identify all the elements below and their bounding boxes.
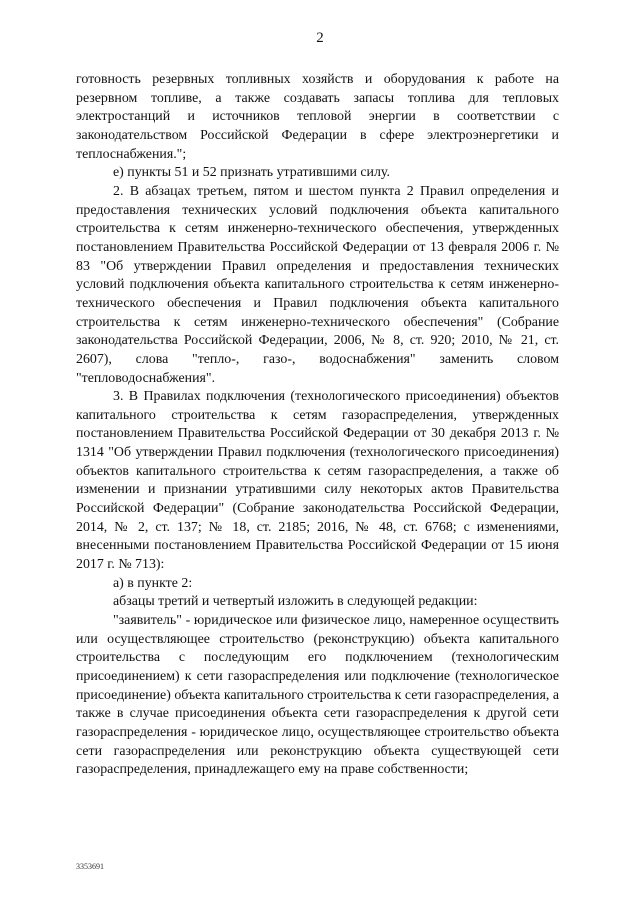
paragraph-instruction: абзацы третий и четвертый изложить в следующей редакции:	[113, 594, 478, 610]
paragraph-point-2: 2. В абзацах третьем, пятом и шестом пункта 2 Правил определения и предоставления технических условий подключения объекта капитального строительства к сетям инженерно-технического обеспечения, утвержденных постановлением Правительства Российской Федерации от 13 февраля 2006 г. № 83 "Об утверждении Правил определения и предоставления технических условий подключения объекта капитального строительства к сетям инженерно-технического обеспечения и Правил подключения объекта капитального строительства к сетям инженерно-технического обеспечения" (Собрание законодательства Российской Федерации, 2006, № 8, ст. 920; 2010, № 21, ст. 2607), слова "тепло-, газо-, водоснабжения" заменить словом "тепловодоснабжения".	[76, 183, 559, 386]
page-number: 2	[316, 30, 324, 46]
document-body	[76, 71, 559, 780]
paragraph-point-3: 3. В Правилах подключения (технологического присоединения) объектов капитального строительства к сетям газораспределения, утвержденных постановлением Правительства Российской Федерации от 30 декабря 2013 г. № 1314 "Об утверждении Правил подключения (технологического присоединения) объектов капитального строительства к сетям газораспределения, а также об изменении и признании утратившими силу некоторых актов Правительства Российской Федерации" (Собрание законодательства Российской Федерации, 2014, № 2, ст. 137; № 18, ст. 2185; 2016, № 48, ст. 6768; с изменениями, внесенными постановлением Правительства Российской Федерации от 15 июня 2017 г. № 713):	[76, 389, 559, 573]
paragraph-item-e: е) пункты 51 и 52 признать утратившими силу.	[113, 165, 390, 181]
paragraph-definition-applicant: "заявитель" - юридическое или физическое лицо, намеренное осуществить или осуществляющее строительство (реконструкцию) объекта капитального строительства с последующим его подключением (технологическим присоединением) к сети газораспределения или подключение (технологическое присоединение) объекта капитального строительства к сети газораспределения, а также в случае присоединения объекта сети газораспределения к другой сети газораспределения - юридическое лицо, осуществляющее строительство объекта сети газораспределения или реконструкцию объекта существующей сети газораспределения, принадлежащего ему на праве собственности;	[76, 613, 559, 778]
paragraph-subitem-a: а) в пункте 2:	[113, 575, 193, 591]
footer-document-code: 3353691	[76, 862, 104, 871]
paragraph-continuation: готовность резервных топливных хозяйств и оборудования к работе на резервном топливе, а также создавать запасы топлива для тепловых электростанций и источников тепловой энергии в соответствии с законодательством Российской Федерации в сфере электроэнергетики и теплоснабжения.";	[76, 72, 559, 162]
